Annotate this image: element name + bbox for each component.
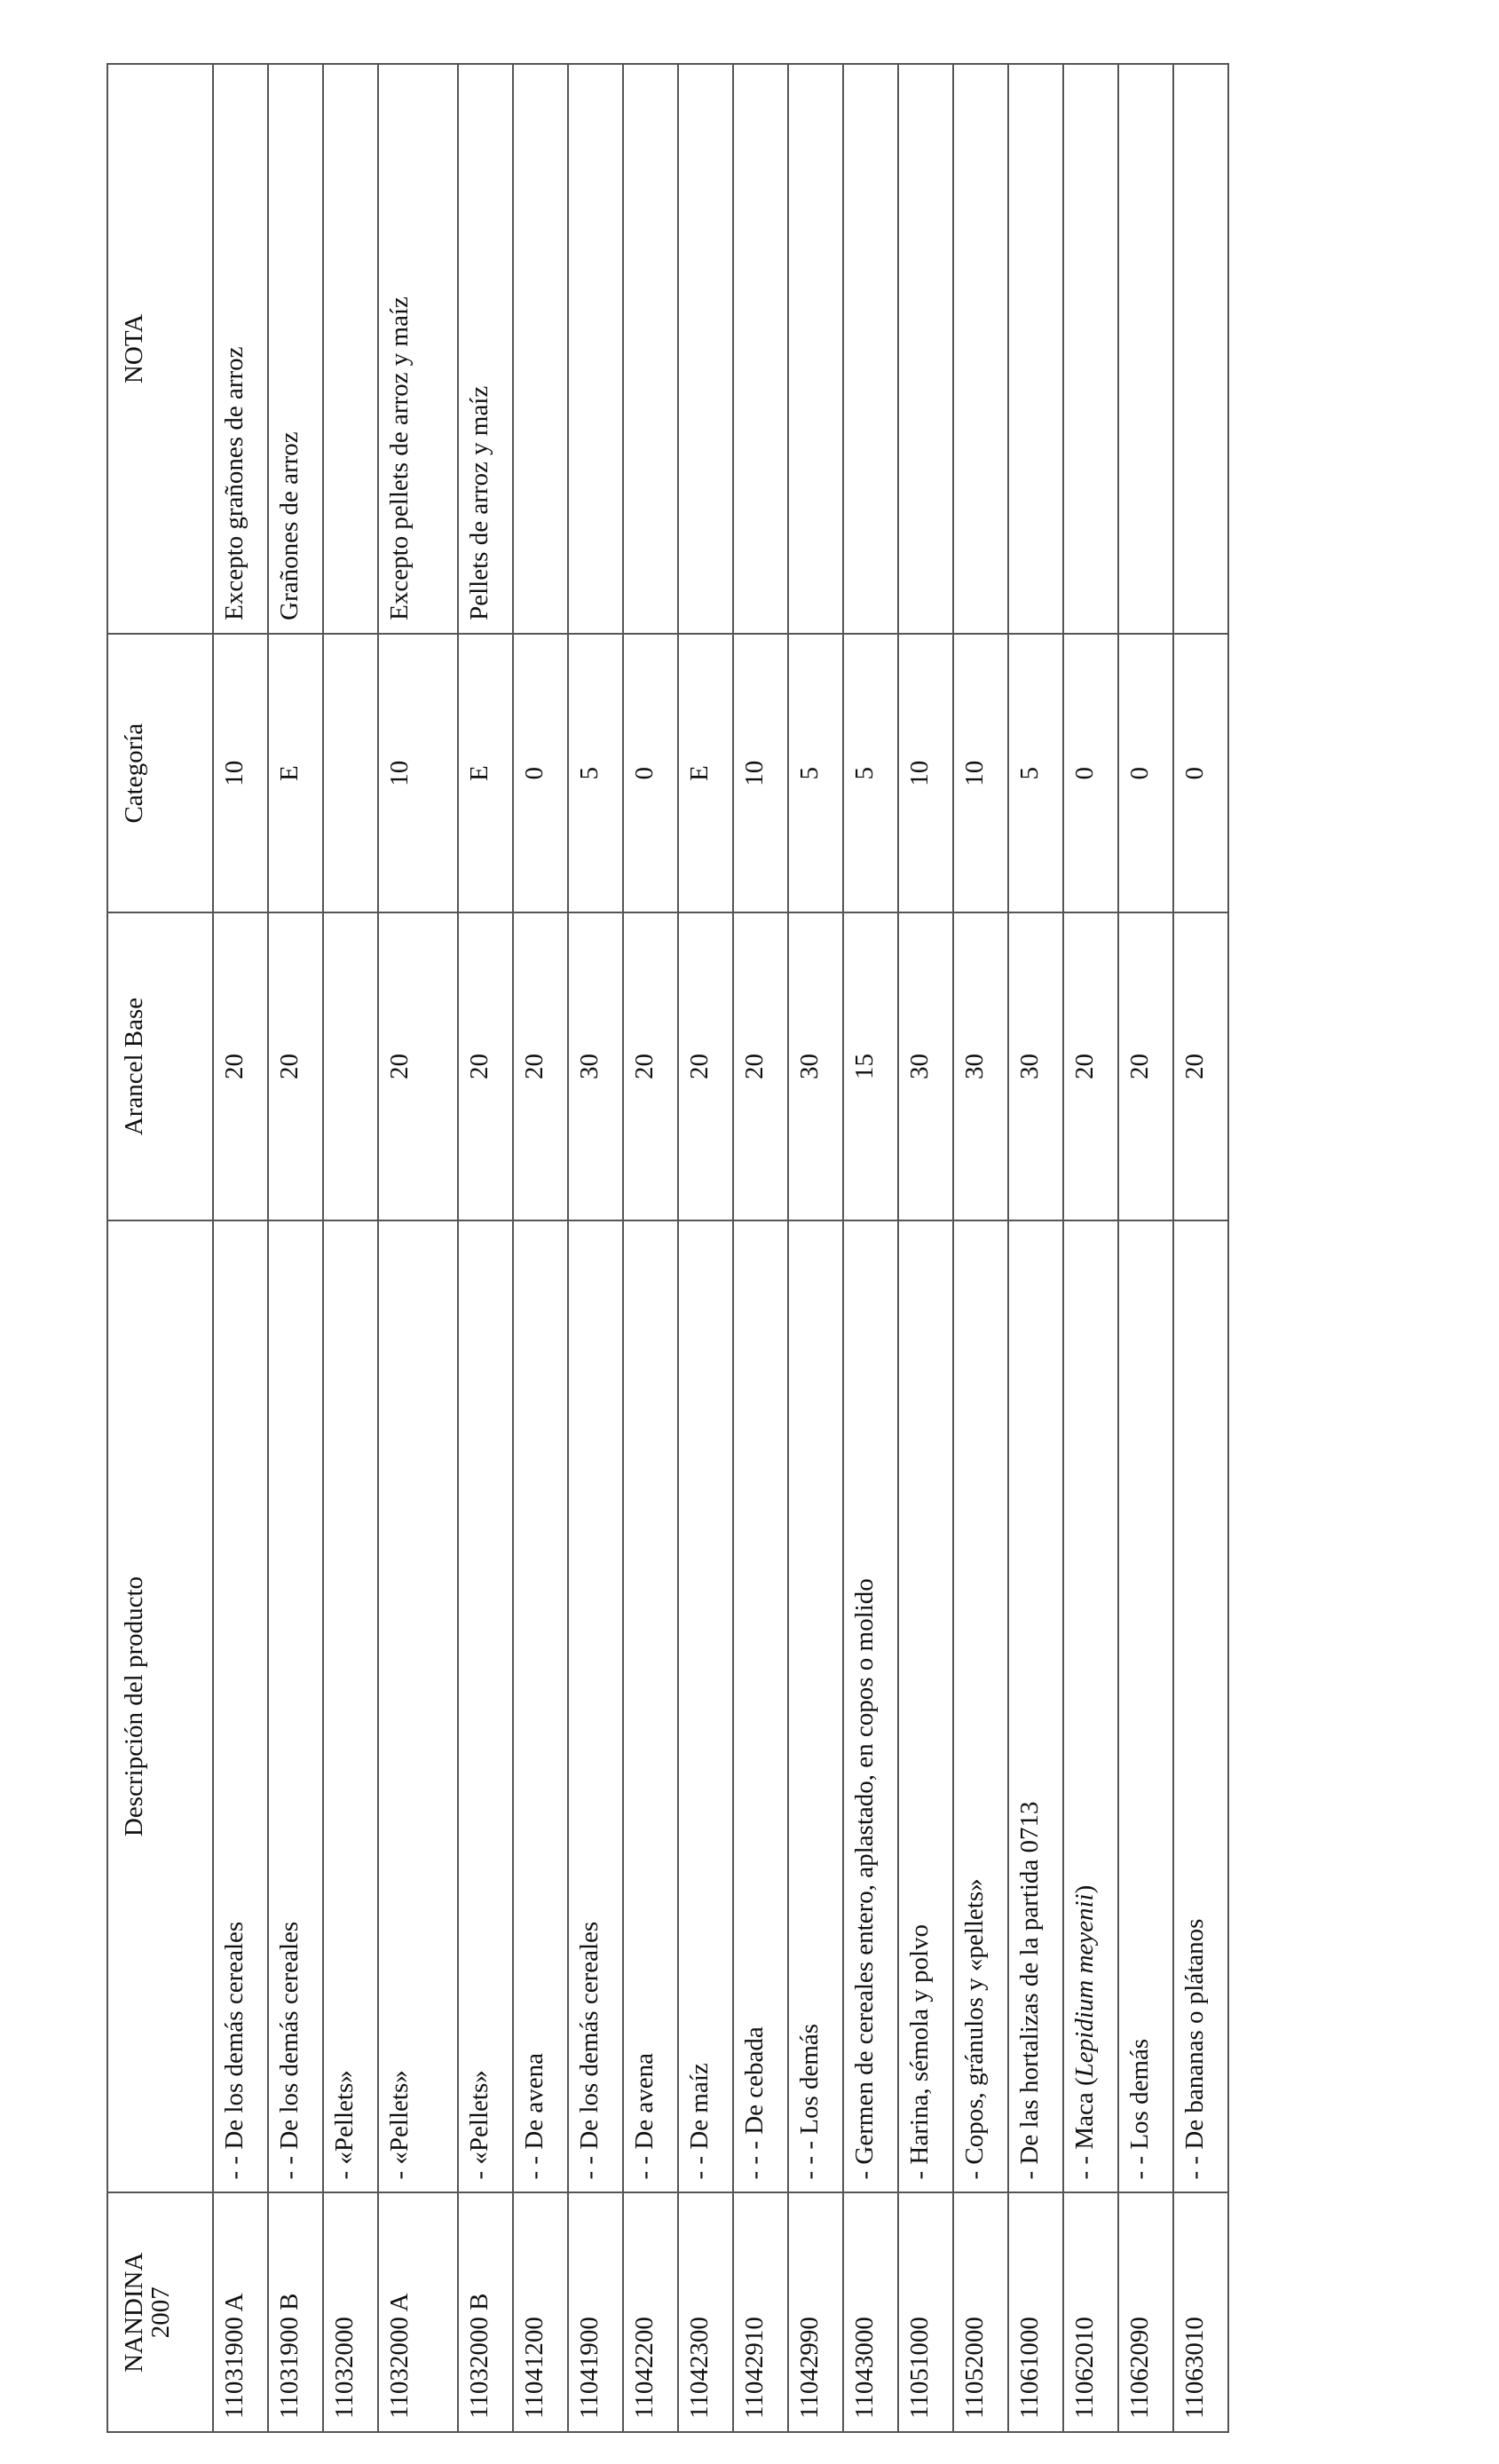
table-row bbox=[843, 64, 898, 2432]
product-description: - - De los demás cereales bbox=[268, 1220, 323, 2193]
nandina-code: 11031900 B bbox=[268, 2192, 323, 2432]
header-categoria: Categoría bbox=[107, 634, 213, 913]
categoria: E bbox=[458, 634, 513, 913]
header-arancel: Arancel Base bbox=[107, 912, 213, 1220]
categoria: 10 bbox=[898, 634, 953, 913]
nota bbox=[513, 64, 568, 634]
categoria: 5 bbox=[568, 634, 623, 913]
nandina-code: 11051000 bbox=[898, 2192, 953, 2432]
nandina-code: 11062090 bbox=[1118, 2192, 1173, 2432]
categoria bbox=[323, 634, 378, 913]
nota bbox=[898, 64, 953, 634]
categoria: 10 bbox=[953, 634, 1008, 913]
table-row bbox=[513, 64, 568, 2432]
arancel-base: 15 bbox=[843, 912, 898, 1220]
nota bbox=[843, 64, 898, 634]
product-description: - Harina, sémola y polvo bbox=[898, 1220, 953, 2193]
nota bbox=[1118, 64, 1173, 634]
nandina-code: 11042990 bbox=[788, 2192, 843, 2432]
nandina-code: 11063010 bbox=[1173, 2192, 1228, 2432]
arancel-base: 20 bbox=[458, 912, 513, 1220]
nandina-code: 11042300 bbox=[678, 2192, 733, 2432]
description-suffix: ) bbox=[1070, 1884, 1099, 1894]
product-description: - - De avena bbox=[623, 1220, 678, 2193]
nota bbox=[323, 64, 378, 634]
table-row bbox=[268, 64, 323, 2432]
categoria: 0 bbox=[1118, 634, 1173, 913]
categoria: 0 bbox=[1063, 634, 1118, 913]
product-description: - - De avena bbox=[513, 1220, 568, 2193]
tariff-table bbox=[107, 63, 1229, 2433]
nota bbox=[623, 64, 678, 634]
nandina-code: 11031900 A bbox=[213, 2192, 268, 2432]
nandina-code: 11062010 bbox=[1063, 2192, 1118, 2432]
scientific-name: Lepidium meyenii bbox=[1070, 1893, 1099, 2078]
arancel-base: 30 bbox=[898, 912, 953, 1220]
arancel-base: 20 bbox=[378, 912, 458, 1220]
categoria: E bbox=[678, 634, 733, 913]
categoria: E bbox=[268, 634, 323, 913]
nota bbox=[953, 64, 1008, 634]
product-description: - Copos, gránulos y «pellets» bbox=[953, 1220, 1008, 2193]
arancel-base: 20 bbox=[213, 912, 268, 1220]
arancel-base: 20 bbox=[1173, 912, 1228, 1220]
nota bbox=[568, 64, 623, 634]
header-descripcion: Descripción del producto bbox=[107, 1220, 213, 2193]
nota bbox=[1173, 64, 1228, 634]
product-description: - - De maíz bbox=[678, 1220, 733, 2193]
header-row bbox=[107, 64, 213, 2432]
nandina-code: 11032000 bbox=[323, 2192, 378, 2432]
table-row bbox=[378, 64, 458, 2432]
table-row bbox=[1173, 64, 1228, 2432]
product-description: - - - De cebada bbox=[733, 1220, 788, 2193]
nandina-code: 11032000 B bbox=[458, 2192, 513, 2432]
table-row bbox=[323, 64, 378, 2432]
categoria: 0 bbox=[513, 634, 568, 913]
nandina-code: 11041200 bbox=[513, 2192, 568, 2432]
table-row bbox=[788, 64, 843, 2432]
header-nota: NOTA bbox=[107, 64, 213, 634]
nota bbox=[1008, 64, 1063, 634]
arancel-base: 30 bbox=[953, 912, 1008, 1220]
table-row bbox=[1118, 64, 1173, 2432]
nota: Pellets de arroz y maíz bbox=[458, 64, 513, 634]
product-description bbox=[1063, 1220, 1118, 2193]
arancel-base: 20 bbox=[1118, 912, 1173, 1220]
nandina-code: 11043000 bbox=[843, 2192, 898, 2432]
product-description: - - De bananas o plátanos bbox=[1173, 1220, 1228, 2193]
arancel-base: 30 bbox=[568, 912, 623, 1220]
categoria: 5 bbox=[1008, 634, 1063, 913]
table-row bbox=[568, 64, 623, 2432]
product-description: - - Los demás bbox=[1118, 1220, 1173, 2193]
categoria: 0 bbox=[623, 634, 678, 913]
nota bbox=[733, 64, 788, 634]
nota bbox=[1063, 64, 1118, 634]
arancel-base: 20 bbox=[513, 912, 568, 1220]
arancel-base: 30 bbox=[788, 912, 843, 1220]
product-description: - - - Los demás bbox=[788, 1220, 843, 2193]
product-description: - - De los demás cereales bbox=[568, 1220, 623, 2193]
categoria: 5 bbox=[788, 634, 843, 913]
nandina-code: 11042200 bbox=[623, 2192, 678, 2432]
arancel-base: 20 bbox=[623, 912, 678, 1220]
table-row bbox=[623, 64, 678, 2432]
nandina-code: 11052000 bbox=[953, 2192, 1008, 2432]
table-row bbox=[1008, 64, 1063, 2432]
description-prefix: - - Maca ( bbox=[1070, 2077, 1099, 2180]
nota: Excepto pellets de arroz y maíz bbox=[378, 64, 458, 634]
nota bbox=[788, 64, 843, 634]
categoria: 10 bbox=[378, 634, 458, 913]
categoria: 0 bbox=[1173, 634, 1228, 913]
table-row bbox=[678, 64, 733, 2432]
arancel-base: 20 bbox=[268, 912, 323, 1220]
product-description: - «Pellets» bbox=[378, 1220, 458, 2193]
nandina-code: 11042910 bbox=[733, 2192, 788, 2432]
arancel-base: 20 bbox=[678, 912, 733, 1220]
product-description: - «Pellets» bbox=[323, 1220, 378, 2193]
categoria: 10 bbox=[213, 634, 268, 913]
product-description: - «Pellets» bbox=[458, 1220, 513, 2193]
arancel-base bbox=[323, 912, 378, 1220]
table-row bbox=[458, 64, 513, 2432]
nota bbox=[678, 64, 733, 634]
table-row bbox=[213, 64, 268, 2432]
categoria: 10 bbox=[733, 634, 788, 913]
table-row bbox=[733, 64, 788, 2432]
table-row bbox=[898, 64, 953, 2432]
product-description: - - De los demás cereales bbox=[213, 1220, 268, 2193]
arancel-base: 20 bbox=[1063, 912, 1118, 1220]
categoria: 5 bbox=[843, 634, 898, 913]
table-row bbox=[953, 64, 1008, 2432]
nandina-code: 11032000 A bbox=[378, 2192, 458, 2432]
header-nandina: NANDINA 2007 bbox=[107, 2192, 213, 2432]
arancel-base: 30 bbox=[1008, 912, 1063, 1220]
nota: Grañones de arroz bbox=[268, 64, 323, 634]
nota: Excepto grañones de arroz bbox=[213, 64, 268, 634]
nandina-code: 11061000 bbox=[1008, 2192, 1063, 2432]
nandina-code: 11041900 bbox=[568, 2192, 623, 2432]
product-description: - De las hortalizas de la partida 0713 bbox=[1008, 1220, 1063, 2193]
product-description: - Germen de cereales entero, aplastado, en copos o molido bbox=[843, 1220, 898, 2193]
arancel-base: 20 bbox=[733, 912, 788, 1220]
table-row bbox=[1063, 64, 1118, 2432]
